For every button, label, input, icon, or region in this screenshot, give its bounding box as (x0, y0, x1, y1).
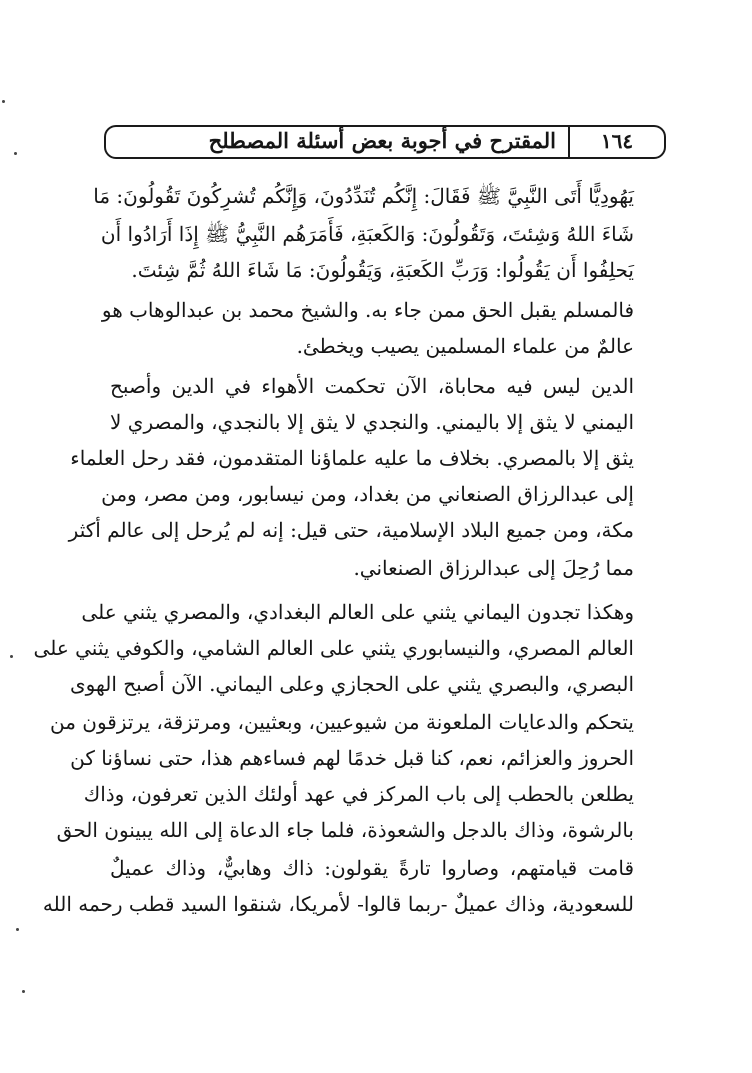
body-line: العالم المصري، والنيسابوري يثني على العالم الشامي، والكوفي يثني على (33, 636, 634, 660)
body-line: إلى عبدالرزاق الصنعاني من بغداد، ومن نيسابور، ومن مصر، ومن (101, 482, 634, 506)
body-line: البصري، والبصري يثني على الحجازي وعلى اليماني. الآن أصبح الهوى (70, 672, 634, 696)
body-line: مكة، ومن جميع البلاد الإسلامية، حتى قيل: إنه لم يُرحل إلى عالم أكثر (68, 518, 634, 542)
scan-speck (16, 928, 19, 931)
scan-speck (10, 655, 13, 658)
body-line: يثق إلا بالمصري. بخلاف ما عليه علماؤنا المتقدمون، فقد رحل العلماء (70, 446, 634, 470)
body-line: يطلعن بالحطب إلى باب المركز في عهد أولئك الذين تعرفون، وذاك (83, 782, 634, 806)
body-line: الحروز والعزائم، نعم، كنا قبل خدمًا لهم فساءهم هذا، حتى نساؤنا كن (70, 746, 634, 770)
body-line: قامت قيامتهم، وصاروا تارةً يقولون: ذاك وهابيٌّ، وذاك عميلٌ (110, 856, 634, 880)
header-divider (568, 125, 570, 159)
page-header (104, 125, 666, 159)
scan-speck (14, 152, 17, 155)
body-line: فالمسلم يقبل الحق ممن جاء به. والشيخ محمد بن عبدالوهاب هو (101, 298, 634, 322)
body-line: يتحكم والدعايات الملعونة من شيوعيين، وبعثيين، ومرتزقة، يرتزقون من (49, 710, 634, 734)
body-line: شَاءَ اللهُ وَشِئتَ، وَتَقُولُونَ: وَالكَعبَةِ، فَأَمَرَهُم النَّبِيُّ ﷺ إِذَا أَرَادُوا أَن (100, 222, 634, 246)
body-line: مما رُحِلَ إلى عبدالرزاق الصنعاني. (353, 556, 634, 580)
body-line: الدين ليس فيه محاباة، الآن تحكمت الأهواء في الدين وأصبح (110, 374, 634, 398)
body-line: للسعودية، وذاك عميلٌ -ربما قالوا- لأمريكا، شنقوا السيد قطب رحمه الله (42, 892, 634, 916)
body-line: عالمٌ من علماء المسلمين يصيب ويخطئ. (296, 334, 634, 358)
scan-speck (22, 990, 25, 993)
page-number: ١٦٤ (600, 129, 634, 153)
running-title: المقترح في أجوبة بعض أسئلة المصطلح (208, 128, 556, 153)
body-line: وهكذا تجدون اليماني يثني على العالم البغدادي، والمصري يثني على (81, 600, 634, 624)
scan-speck (2, 100, 5, 103)
body-line: يَحلِفُوا أَن يَقُولُوا: وَرَبِّ الكَعبَةِ، وَيَقُولُونَ: مَا شَاءَ اللهُ ثُمَّ شِئتَ. (131, 258, 634, 282)
body-line: يَهُودِيًّا أَتَى النَّبِيَّ ﷺ فَقَالَ: إِنَّكُم تُنَدِّدُونَ، وَإِنَّكُم تُشرِكُونَ تَقُولُونَ: مَا (93, 184, 634, 208)
body-line: بالرشوة، وذاك بالدجل والشعوذة، فلما جاء الدعاة إلى الله يبينون الحق (56, 818, 634, 842)
body-line: اليمني لا يثق إلا باليمني. والنجدي لا يثق إلا بالنجدي، والمصري لا (110, 410, 634, 434)
